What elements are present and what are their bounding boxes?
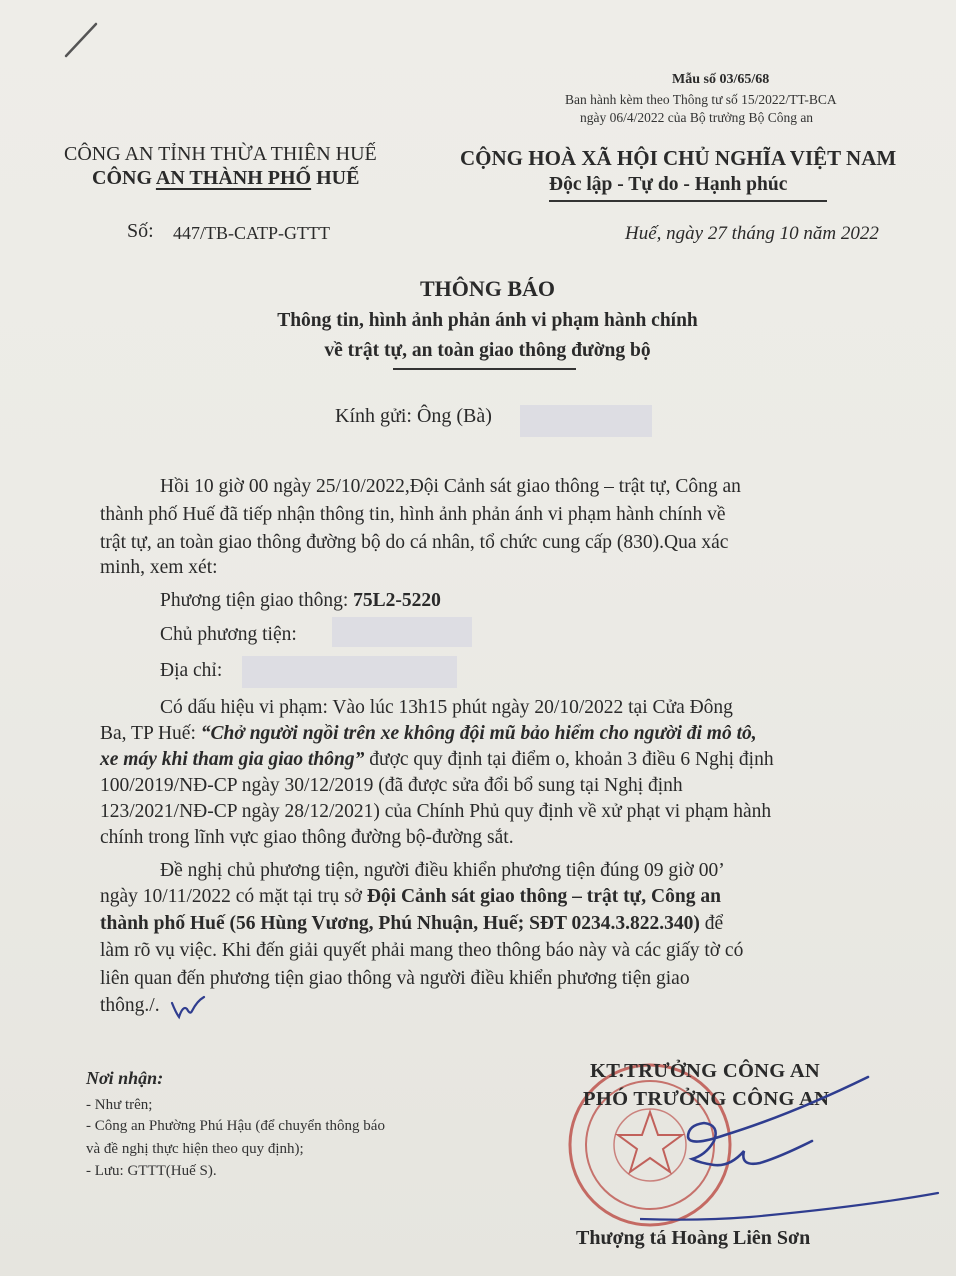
redacted-address — [242, 656, 457, 688]
recipient-item: - Như trên; — [86, 1097, 153, 1113]
paragraph-2-line: 123/2021/NĐ-CP ngày 28/12/2021) của Chính Phủ quy định về xử phạt vi phạm hành — [100, 801, 772, 822]
paragraph-2-line: xe máy khi tham gia giao thông” được quy định tại điểm o, khoản 3 điều 6 Nghị định — [100, 749, 774, 770]
paragraph-1-line: trật tự, an toàn giao thông đường bộ do cá nhân, tổ chức cung cấp (830).Qua xác — [100, 532, 729, 553]
signatory-line-2: PHÓ TRƯỞNG CÔNG AN — [583, 1088, 830, 1110]
paragraph-1-line: thành phố Huế đã tiếp nhận thông tin, hình ảnh phản ánh vi phạm hành chính về — [100, 504, 726, 525]
paragraph-3-line: ngày 10/11/2022 có mặt tại trụ sở Đội Cảnh sát giao thông – trật tự, Công an — [100, 886, 721, 907]
national-motto: Độc lập - Tự do - Hạnh phúc — [549, 174, 788, 195]
paragraph-2-line: 100/2019/NĐ-CP ngày 30/12/2019 (đã được sửa đổi bổ sung tại Nghị định — [100, 775, 683, 796]
owner-label: Chủ phương tiện: — [160, 624, 297, 645]
document-number-label: Số: — [127, 220, 154, 242]
subtitle-underline — [393, 368, 576, 370]
paragraph-2-line: chính trong lĩnh vực giao thông đường bộ-đường sắt. — [100, 827, 514, 848]
redacted-owner-name — [332, 617, 472, 647]
paragraph-3-line: liên quan đến phương tiện giao thông và người điều khiển phương tiện giao — [100, 968, 690, 989]
recipient-item: và đề nghị thực hiện theo quy định); — [86, 1141, 304, 1157]
paragraph-3-line: thành phố Huế (56 Hùng Vương, Phú Nhuận, Huế; SĐT 0234.3.822.340) để — [100, 913, 724, 934]
paragraph-1-line: minh, xem xét: — [100, 557, 218, 578]
handwritten-signature — [640, 1075, 940, 1225]
recipient-item: - Công an Phường Phú Hậu (để chuyển thông báo — [86, 1118, 385, 1134]
paragraph-2-line: Có dấu hiệu vi phạm: Vào lúc 13h15 phút ngày 20/10/2022 tại Cửa Đông — [160, 697, 733, 718]
pen-mark — [62, 20, 102, 60]
paragraph-1-line: Hồi 10 giờ 00 ngày 25/10/2022,Đội Cảnh sát giao thông – trật tự, Công an — [160, 476, 741, 497]
issuing-unit: CÔNG AN THÀNH PHỐ HUẾ — [92, 167, 360, 189]
vehicle-line: Phương tiện giao thông: 75L2-5220 — [160, 590, 441, 611]
parent-agency: CÔNG AN TỈNH THỪA THIÊN HUẾ — [64, 143, 377, 165]
document-number: 447/TB-CATP-GTTT — [173, 223, 330, 243]
form-issued-date: ngày 06/4/2022 của Bộ trưởng Bộ Công an — [580, 110, 814, 125]
nation-name: CỘNG HOÀ XÃ HỘI CHỦ NGHĨA VIỆT NAM — [460, 146, 897, 170]
address-label: Địa chỉ: — [160, 660, 223, 681]
handwritten-check-mark — [170, 995, 206, 1021]
form-issued-line: Ban hành kèm theo Thông tư số 15/2022/TT-BCA — [565, 92, 837, 107]
form-number: Mẫu số 03/65/68 — [672, 72, 770, 87]
recipient-item: - Lưu: GTTT(Huế S). — [86, 1163, 217, 1179]
document-title: THÔNG BÁO — [419, 276, 556, 301]
redacted-recipient-name — [520, 405, 652, 437]
license-plate: 75L2-5220 — [353, 590, 441, 611]
paragraph-3-line: Đề nghị chủ phương tiện, người điều khiển phương tiện đúng 09 giờ 00’ — [160, 860, 725, 881]
paragraph-3-line: làm rõ vụ việc. Khi đến giải quyết phải mang theo thông báo này và các giấy tờ có — [100, 940, 744, 961]
signatory-line-1: KT.TRƯỞNG CÔNG AN — [590, 1060, 821, 1082]
paragraph-2-line: Ba, TP Huế: “Chở người ngồi trên xe không đội mũ bảo hiểm cho người đi mô tô, — [100, 723, 757, 744]
paragraph-3-line: thông./. — [100, 995, 160, 1016]
document-date: Huế, ngày 27 tháng 10 năm 2022 — [625, 223, 879, 244]
motto-underline — [549, 200, 827, 202]
recipients-label: Nơi nhận: — [86, 1068, 164, 1088]
salutation: Kính gửi: Ông (Bà) — [335, 405, 492, 427]
document-subtitle-1: Thông tin, hình ảnh phản ánh vi phạm hành chính — [277, 310, 698, 331]
signer-name: Thượng tá Hoàng Liên Sơn — [576, 1227, 811, 1249]
document-subtitle-2: về trật tự, an toàn giao thông đường bộ — [324, 340, 651, 361]
